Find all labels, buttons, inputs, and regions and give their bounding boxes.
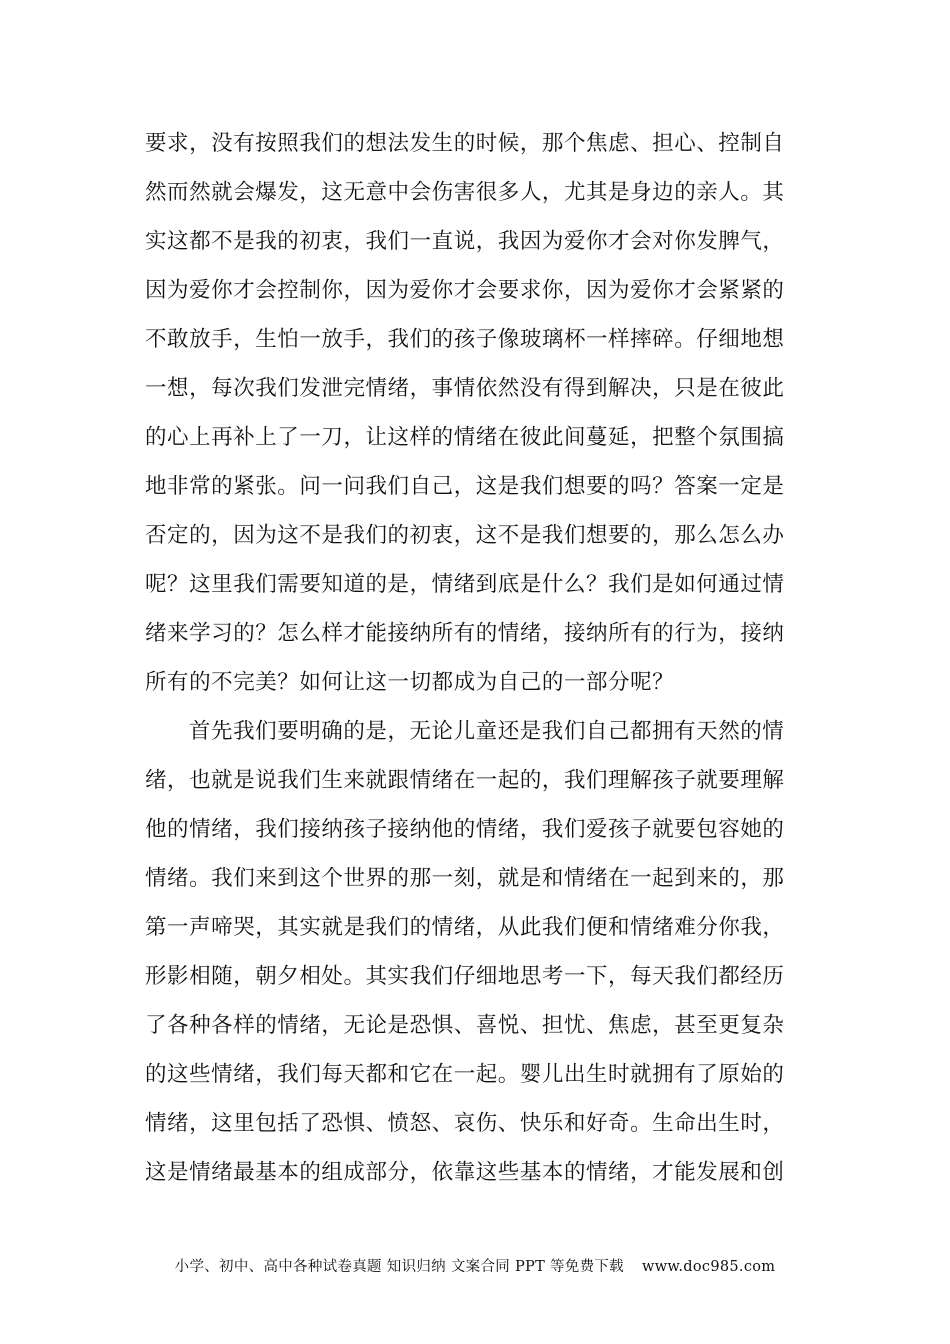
- page-footer: [0, 1255, 950, 1276]
- text-line: 第一声啼哭，其实就是我们的情绪，从此我们便和情绪难分你我，: [145, 915, 785, 940]
- paragraph-2: [145, 707, 807, 1197]
- text-line: 情绪。我们来到这个世界的那一刻，就是和情绪在一起到来的，那: [145, 866, 785, 891]
- text-line: 因为爱你才会控制你，因为爱你才会要求你，因为爱你才会紧紧的: [145, 278, 785, 303]
- text-line: 了各种各样的情绪，无论是恐惧、喜悦、担忧、焦虑，甚至更复杂: [145, 1013, 785, 1038]
- text-line: 的心上再补上了一刀，让这样的情绪在彼此间蔓延，把整个氛围搞: [145, 425, 785, 450]
- text-line: 他的情绪，我们接纳孩子接纳他的情绪，我们爱孩子就要包容她的: [145, 817, 785, 842]
- footer-text: 小学、初中、高中各种试卷真题 知识归纳 文案合同 PPT 等免费下载: [174, 1259, 624, 1275]
- text-line: 这是情绪最基本的组成部分，依靠这些基本的情绪，才能发展和创: [145, 1160, 785, 1185]
- text-line: 绪来学习的？怎么样才能接纳所有的情绪，接纳所有的行为，接纳: [145, 621, 785, 646]
- paragraph-1: [145, 119, 807, 707]
- text-line: 的这些情绪，我们每天都和它在一起。婴儿出生时就拥有了原始的: [145, 1062, 785, 1087]
- text-line: 首先我们要明确的是，无论儿童还是我们自己都拥有天然的情: [189, 719, 785, 744]
- footer-url[interactable]: www.doc985.com: [641, 1259, 776, 1275]
- text-line: 不敢放手，生怕一放手，我们的孩子像玻璃杯一样摔碎。仔细地想: [145, 327, 785, 352]
- text-line: 要求，没有按照我们的想法发生的时候，那个焦虑、担心、控制自: [145, 131, 785, 156]
- text-line: 情绪，这里包括了恐惧、愤怒、哀伤、快乐和好奇。生命出生时，: [145, 1111, 785, 1136]
- text-line: 绪，也就是说我们生来就跟情绪在一起的，我们理解孩子就要理解: [145, 768, 785, 793]
- body-text: [145, 119, 807, 1197]
- text-line: 形影相随，朝夕相处。其实我们仔细地思考一下，每天我们都经历: [145, 964, 785, 989]
- text-line: 然而然就会爆发，这无意中会伤害很多人，尤其是身边的亲人。其: [145, 180, 785, 205]
- text-line: 地非常的紧张。问一问我们自己，这是我们想要的吗？答案一定是: [145, 474, 785, 499]
- text-line: 呢？这里我们需要知道的是，情绪到底是什么？我们是如何通过情: [145, 572, 785, 597]
- text-line: 否定的，因为这不是我们的初衷，这不是我们想要的，那么怎么办: [145, 523, 785, 548]
- text-line: 一想，每次我们发泄完情绪，事情依然没有得到解决，只是在彼此: [145, 376, 785, 401]
- text-line: 实这都不是我的初衷，我们一直说，我因为爱你才会对你发脾气，: [145, 229, 785, 254]
- text-line: 所有的不完美？如何让这一切都成为自己的一部分呢？: [145, 670, 675, 695]
